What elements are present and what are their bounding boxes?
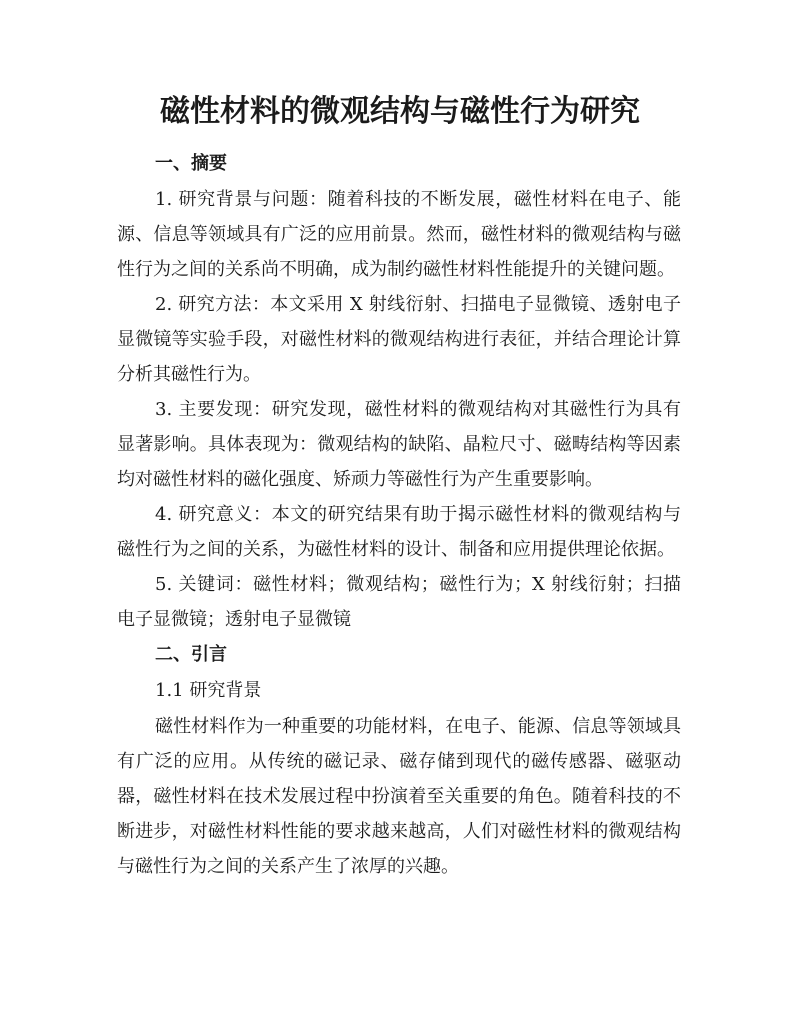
document-title: 磁性材料的微观结构与磁性行为研究: [160, 94, 640, 129]
section-heading-introduction: 二、引言: [155, 644, 227, 665]
introduction-paragraph: 磁性材料作为一种重要的功能材料，在电子、能源、信息等领域具有广泛的应用。从传统的磁记录、磁存储到现代的磁传感器、磁驱动器，磁性材料在技术发展过程中扮演着至关重要的角色。随着科技的不断进步，对磁性材料性能的要求越来越高，人们对磁性材料的微观结构与磁性行为之间的关系产生了浓厚的兴趣。: [117, 716, 681, 877]
abstract-paragraph-methods: 2. 研究方法：本文采用 X 射线衍射、扫描电子显微镜、透射电子显微镜等实验手段，对磁性材料的微观结构进行表征，并结合理论计算分析其磁性行为。: [117, 294, 681, 385]
abstract-paragraph-findings: 3. 主要发现：研究发现，磁性材料的微观结构对其磁性行为具有显著影响。具体表现为：微观结构的缺陷、晶粒尺寸、磁畴结构等因素均对磁性材料的磁化强度、矫顽力等磁性行为产生重要影响。: [117, 399, 681, 490]
document-body: [117, 146, 681, 884]
abstract-paragraph-significance: 4. 研究意义：本文的研究结果有助于揭示磁性材料的微观结构与磁性行为之间的关系，为磁性材料的设计、制备和应用提供理论依据。: [117, 504, 681, 560]
section-abstract: [117, 146, 681, 637]
section-introduction: [117, 637, 681, 884]
section-heading-abstract: 一、摘要: [155, 153, 227, 174]
abstract-paragraph-keywords: 5. 关键词：磁性材料；微观结构；磁性行为；X 射线衍射；扫描电子显微镜；透射电子显微镜: [117, 574, 681, 630]
abstract-paragraph-background: 1. 研究背景与问题：随着科技的不断发展，磁性材料在电子、能源、信息等领域具有广泛的应用前景。然而，磁性材料的微观结构与磁性行为之间的关系尚不明确，成为制约磁性材料性能提升的关键问题。: [117, 189, 681, 280]
subsection-heading-background: 1.1 研究背景: [155, 680, 262, 701]
